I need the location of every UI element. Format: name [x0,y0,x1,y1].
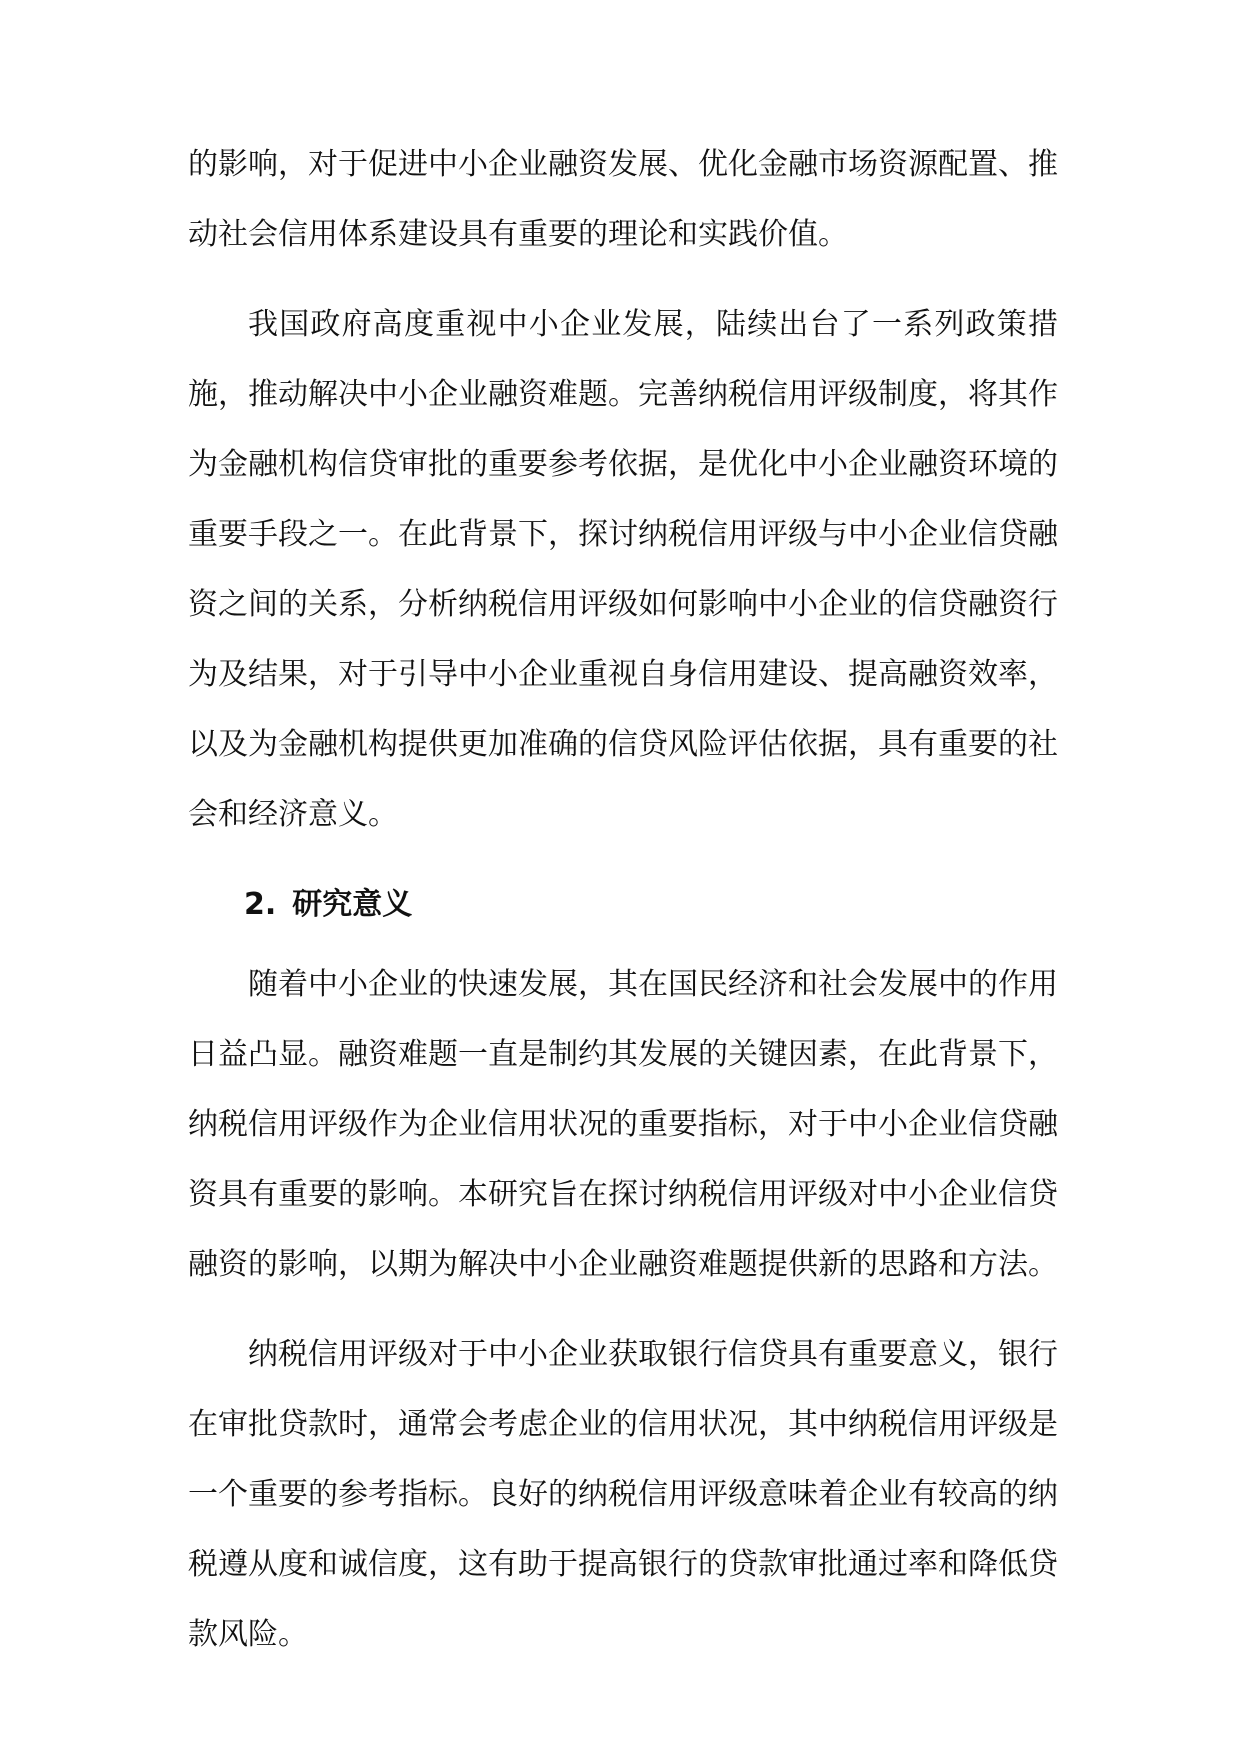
paragraph-research-significance: 随着中小企业的快速发展，其在国民经济和社会发展中的作用日益凸显。融资难题一直是制约其发展的关键因素，在此背景下，纳税信用评级作为企业信用状况的重要指标，对于中小企业信贷融资具有重要的影响。本研究旨在探讨纳税信用评级对中小企业信贷融资的影响，以期为解决中小企业融资难题提供新的思路和方法。 [188,967,1058,1282]
paragraph-policy-background: 我国政府高度重视中小企业发展，陆续出台了一系列政策措施，推动解决中小企业融资难题。完善纳税信用评级制度，将其作为金融机构信贷审批的重要参考依据，是优化中小企业融资环境的重要手段之一。在此背景下，探讨纳税信用评级与中小企业信贷融资之间的关系，分析纳税信用评级如何影响中小企业的信贷融资行为及结果，对于引导中小企业重视自身信用建设、提高融资效率，以及为金融机构提供更加准确的信贷风险评估依据，具有重要的社会和经济意义。 [188,307,1058,832]
section-title: 研究意义 [292,887,413,922]
paragraph-continued: 的影响，对于促进中小企业融资发展、优化金融市场资源配置、推动社会信用体系建设具有重要的理论和实践价值。 [188,147,1058,252]
section-heading [188,870,1058,940]
document-body [188,130,1058,1690]
section-number: 2. [244,887,277,922]
paragraph-bank-credit: 纳税信用评级对于中小企业获取银行信贷具有重要意义，银行在审批贷款时，通常会考虑企业的信用状况，其中纳税信用评级是一个重要的参考指标。良好的纳税信用评级意味着企业有较高的纳税遵从度和诚信度，这有助于提高银行的贷款审批通过率和降低贷款风险。 [188,1337,1058,1652]
